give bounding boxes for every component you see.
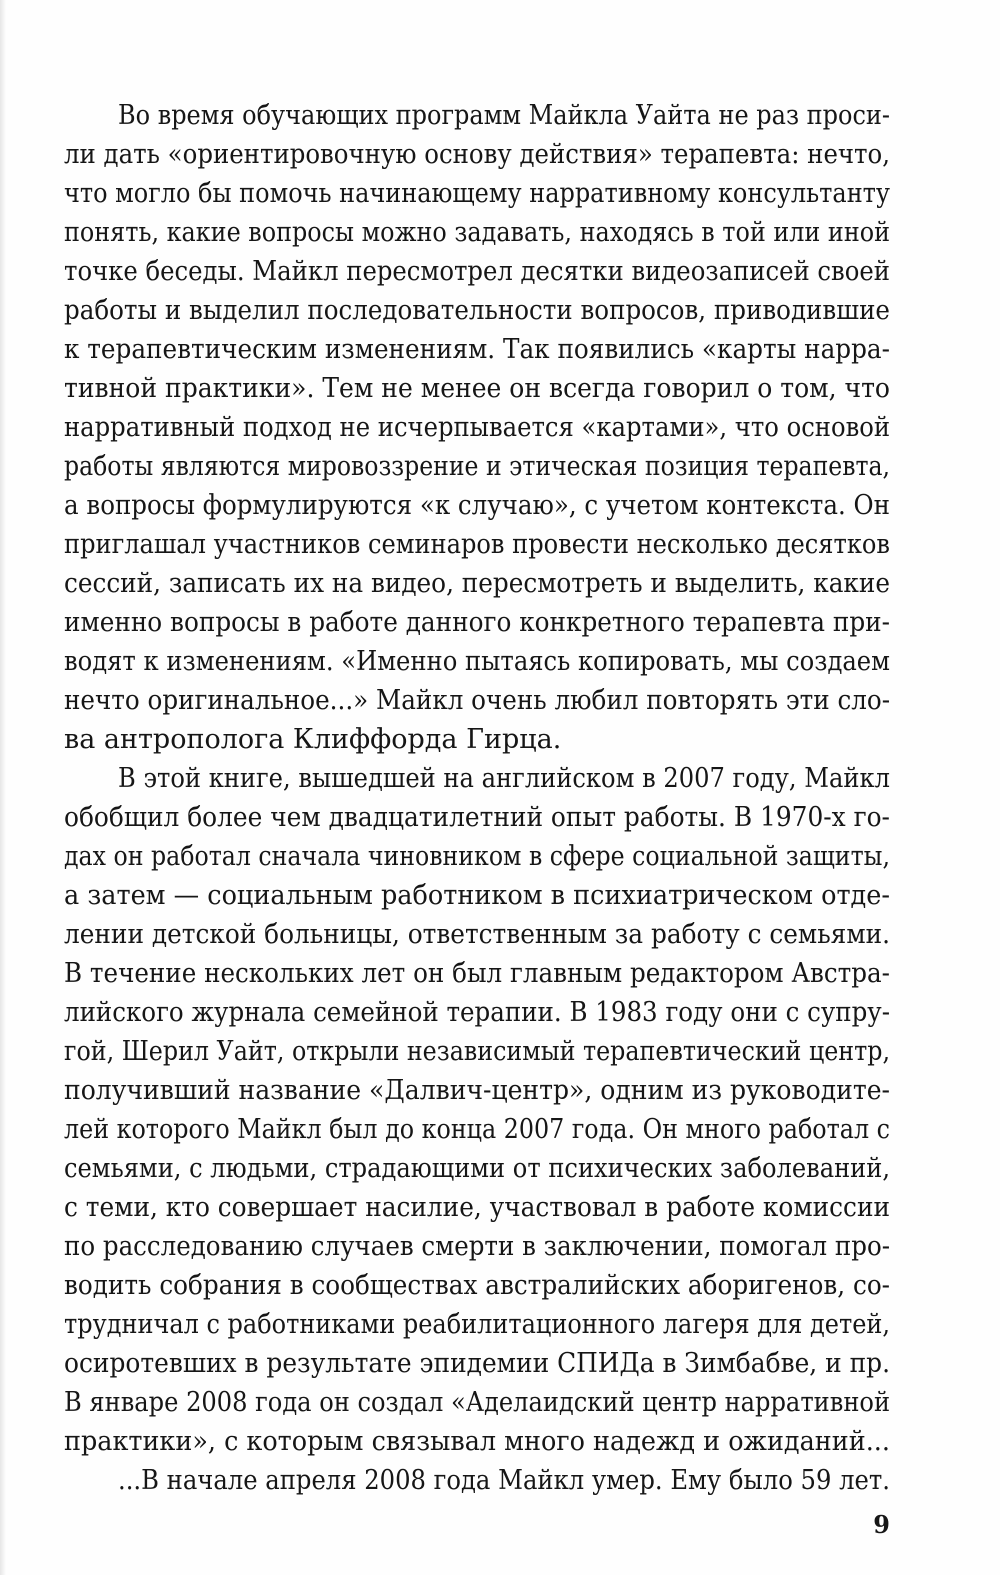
text-line: понять, какие вопросы можно задавать, находясь в той или иной	[64, 217, 891, 248]
text-line: а вопросы формулируются «к случаю», с учетом контекста. Он	[64, 490, 890, 521]
text-line: практики», с которым связывал много надежд и ожиданий...	[64, 1426, 890, 1457]
text-line: обобщил более чем двадцатилетний опыт работы. В 1970-х го-	[64, 802, 890, 833]
text-line: ва антрополога Клиффорда Гирца.	[64, 724, 562, 755]
text-line: В течение нескольких лет он был главным редактором Австра-	[64, 958, 891, 989]
text-line: приглашал участников семинаров провести несколько десятков	[64, 529, 891, 560]
text-line: с теми, кто совершает насилие, участвовал в работе комиссии	[64, 1192, 891, 1223]
text-line: водить собрания в сообществах австралийских аборигенов, со-	[64, 1270, 891, 1301]
text-line: а затем — социальным работником в психиатрическом отде-	[64, 880, 891, 911]
text-line: В этой книге, вышедшей на английском в 2007 году, Майкл	[118, 763, 890, 794]
text-line: работы и выделил последовательности вопросов, приводившие	[64, 295, 890, 326]
text-line: работы являются мировоззрение и этическая позиция терапевта,	[64, 451, 891, 482]
text-line: В январе 2008 года он создал «Аделаидский центр нарративной	[64, 1387, 891, 1418]
text-line: лении детской больницы, ответственным за работу с семьями.	[64, 919, 890, 950]
text-line: по расследованию случаев смерти в заключении, помогал про-	[64, 1231, 890, 1262]
text-line: точке беседы. Майкл пересмотрел десятки видеозаписей своей	[64, 256, 890, 287]
text-line: тивной практики». Тем не менее он всегда говорил о том, что	[64, 373, 891, 404]
text-line: нечто оригинальное...» Майкл очень любил повторять эти сло-	[64, 685, 891, 716]
text-line: гой, Шерил Уайт, открыли независимый терапевтический центр,	[64, 1036, 891, 1067]
text-line: Во время обучающих программ Майкла Уайта не раз проси-	[118, 100, 890, 131]
page-number: 9	[873, 1510, 890, 1539]
text-line: семьями, с людьми, страдающими от психических заболеваний,	[64, 1153, 891, 1184]
text-line: лей которого Майкл был до конца 2007 года. Он много работал с	[64, 1114, 890, 1145]
text-line: ли дать «ориентировочную основу действия» терапевта: нечто,	[64, 139, 891, 170]
page-binding-edge	[0, 0, 6, 1575]
text-line: получивший название «Далвич-центр», одним из руководите-	[64, 1075, 891, 1106]
text-line: водят к изменениям. «Именно пытаясь копировать, мы создаем	[64, 646, 891, 677]
text-line: лийского журнала семейной терапии. В 1983 году они с супру-	[64, 997, 891, 1028]
text-line: что могло бы помочь начинающему нарративному консультанту	[64, 178, 891, 209]
text-line: к терапевтическим изменениям. Так появились «карты нарра-	[64, 334, 890, 365]
text-line: нарративный подход не исчерпывается «картами», что основой	[64, 412, 891, 443]
text-line: трудничал с работниками реабилитационного лагеря для детей,	[64, 1309, 891, 1340]
text-line: ...В начале апреля 2008 года Майкл умер. Ему было 59 лет.	[118, 1465, 891, 1496]
text-line: именно вопросы в работе данного конкретного терапевта при-	[64, 607, 891, 638]
text-line: дах он работал сначала чиновником в сфере социальной защиты,	[64, 841, 890, 872]
text-line: осиротевших в результате эпидемии СПИДа в Зимбабве, и пр.	[64, 1348, 890, 1379]
text-line: сессий, записать их на видео, пересмотреть и выделить, какие	[64, 568, 890, 599]
